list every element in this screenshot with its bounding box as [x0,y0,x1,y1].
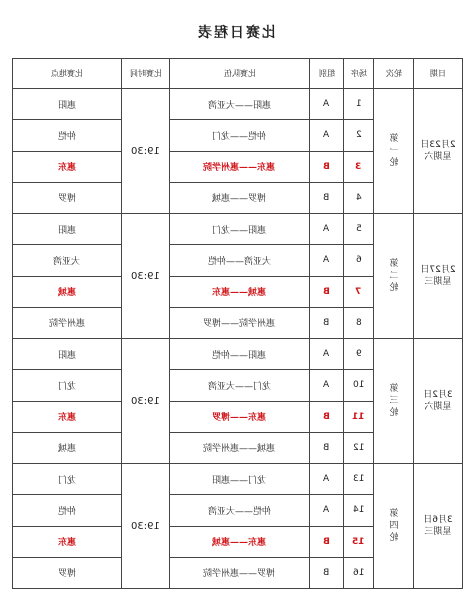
group-cell: B [310,182,344,213]
venue-cell: 仲恺 [13,495,122,526]
venue-cell: 惠东 [13,401,122,432]
match-no-cell: 6 [344,245,374,276]
teams-cell: 惠阳——大亚湾 [170,89,310,120]
teams-cell: 博罗——惠州学院 [170,557,310,588]
table-row [13,89,463,120]
venue-cell: 惠阳 [13,339,122,370]
teams-cell: 仲恺——大亚湾 [170,495,310,526]
match-no-cell: 13 [344,464,374,495]
match-no-cell: 9 [344,339,374,370]
date-cell: 2月23日星期六 [414,89,463,214]
column-header: 比赛地点 [13,59,122,89]
teams-cell: 惠东——博罗 [170,401,310,432]
match-no-cell: 15 [344,526,374,557]
group-cell: A [310,89,344,120]
teams-cell: 惠阳——仲恺 [170,339,310,370]
schedule-table [12,58,463,589]
teams-cell: 惠城——惠东 [170,276,310,307]
venue-cell: 惠城 [13,276,122,307]
match-no-cell: 11 [344,401,374,432]
header-row [13,59,463,89]
group-cell: B [310,307,344,338]
teams-cell: 惠州学院——博罗 [170,307,310,338]
group-cell: A [310,245,344,276]
group-cell: B [310,432,344,463]
teams-cell: 惠东——惠州学院 [170,151,310,182]
venue-cell: 惠东 [13,151,122,182]
group-cell: B [310,276,344,307]
match-no-cell: 4 [344,182,374,213]
column-header: 组别 [310,59,344,89]
round-cell: 第一轮 [374,89,414,214]
round-cell: 第三轮 [374,339,414,464]
match-no-cell: 5 [344,214,374,245]
group-cell: B [310,557,344,588]
venue-cell: 博罗 [13,182,122,213]
venue-cell: 惠州学院 [13,307,122,338]
match-no-cell: 1 [344,89,374,120]
venue-cell: 惠阳 [13,214,122,245]
venue-cell: 龙门 [13,464,122,495]
group-cell: A [310,464,344,495]
teams-cell: 龙门——惠阳 [170,464,310,495]
venue-cell: 惠阳 [13,89,122,120]
round-cell: 第二轮 [374,214,414,339]
group-cell: A [310,120,344,151]
venue-cell: 惠东 [13,526,122,557]
teams-cell: 惠城——惠州学院 [170,432,310,463]
group-cell: A [310,370,344,401]
column-header: 轮次 [374,59,414,89]
teams-cell: 大亚湾——仲恺 [170,245,310,276]
date-cell: 3月6日星期三 [414,464,463,589]
group-cell: A [310,214,344,245]
column-header: 比赛时间 [122,59,170,89]
match-no-cell: 2 [344,120,374,151]
date-cell: 3月2日星期六 [414,339,463,464]
match-no-cell: 7 [344,276,374,307]
teams-cell: 博罗——惠城 [170,182,310,213]
teams-cell: 龙门——大亚湾 [170,370,310,401]
match-no-cell: 8 [344,307,374,338]
teams-cell: 惠东——惠城 [170,526,310,557]
venue-cell: 仲恺 [13,120,122,151]
table-row [13,464,463,495]
time-cell: 19:30 [122,339,170,464]
match-no-cell: 12 [344,432,374,463]
time-cell: 19:30 [122,89,170,214]
round-cell: 第四轮 [374,464,414,589]
schedule-body [13,89,463,589]
time-cell: 19:30 [122,214,170,339]
date-cell: 2月27日星期三 [414,214,463,339]
page-title: 比赛日程表 [196,25,276,41]
venue-cell: 惠城 [13,432,122,463]
group-cell: B [310,526,344,557]
match-no-cell: 3 [344,151,374,182]
group-cell: A [310,495,344,526]
table-row [13,339,463,370]
group-cell: B [310,401,344,432]
venue-cell: 龙门 [13,370,122,401]
teams-cell: 仲恺——龙门 [170,120,310,151]
column-header: 日期 [414,59,463,89]
match-no-cell: 10 [344,370,374,401]
group-cell: A [310,339,344,370]
match-no-cell: 14 [344,495,374,526]
teams-cell: 惠阳——龙门 [170,214,310,245]
table-row [13,214,463,245]
venue-cell: 大亚湾 [13,245,122,276]
group-cell: B [310,151,344,182]
column-header: 场序 [344,59,374,89]
match-no-cell: 16 [344,557,374,588]
column-header: 比赛队伍 [170,59,310,89]
venue-cell: 博罗 [13,557,122,588]
time-cell: 19:30 [122,464,170,589]
